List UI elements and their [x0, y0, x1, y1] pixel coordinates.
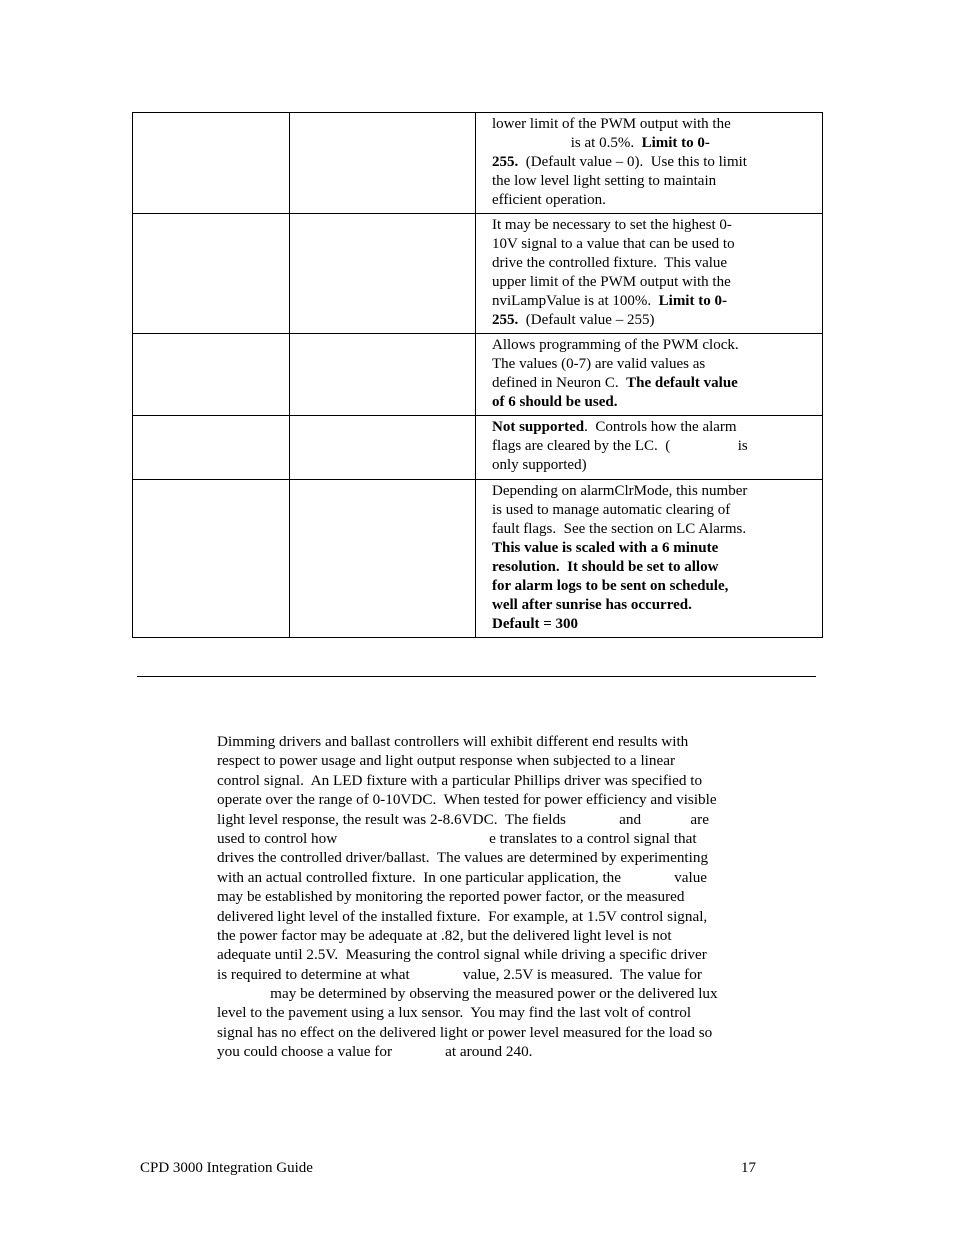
paragraph-line: control signal. An LED fixture with a particular Phillips driver was specified to [217, 771, 703, 789]
bold-text: resolution. It should be set to allow [492, 559, 719, 575]
table-row [133, 113, 823, 214]
paragraph-line: may be established by monitoring the reported power factor, or the measured [217, 888, 685, 906]
description-line [492, 558, 816, 577]
description-line [492, 520, 816, 539]
table-row [133, 334, 823, 416]
footer-title: CPD 3000 Integration Guide [140, 1160, 313, 1176]
paragraph-line: drives the controlled driver/ballast. The values are determined by experimenting [217, 849, 709, 867]
section-divider [137, 676, 816, 677]
description-line [492, 172, 816, 191]
paragraph-line: you could choose a value for at around 240. [217, 1043, 533, 1061]
description-line [492, 596, 816, 615]
paragraph-line: signal has no effect on the delivered light or power level measured for the load so [217, 1023, 713, 1041]
description-line [492, 292, 816, 311]
text-span: It may be necessary to set the highest 0- [492, 217, 732, 233]
table-cell-name [133, 334, 290, 416]
table-cell-type [290, 480, 476, 638]
text-span: (Default value – 0). Use this to limit [518, 154, 747, 170]
paragraph-line: adequate until 2.5V. Measuring the control signal while driving a specific driver [217, 946, 707, 964]
paragraph-line: Dimming drivers and ballast controllers will exhibit different end results with [217, 733, 689, 750]
bold-text: Limit to 0- [658, 293, 727, 309]
description-line [492, 273, 816, 292]
description-line [492, 539, 816, 558]
description-line [492, 355, 816, 374]
description-line [492, 115, 816, 134]
parameter-table [132, 112, 823, 638]
text-span: The values (0-7) are valid values as [492, 356, 706, 372]
bold-text: The default value [626, 375, 738, 391]
body-paragraph [217, 732, 817, 1062]
table-cell-name [133, 214, 290, 334]
table-cell-description [476, 113, 823, 214]
description-line [492, 254, 816, 273]
text-span: is used to manage automatic clearing of [492, 502, 731, 518]
table-row [133, 480, 823, 638]
table-cell-name [133, 416, 290, 480]
table-row [133, 214, 823, 334]
paragraph-line: operate over the range of 0-10VDC. When tested for power efficiency and visible [217, 791, 717, 809]
table-cell-description [476, 334, 823, 416]
description-line [492, 437, 816, 456]
text-span: is at 0.5%. [492, 135, 642, 151]
paragraph-line: light level response, the result was 2-8.6VDC. The fields and are [217, 810, 709, 828]
description-line [492, 577, 816, 596]
description-line [492, 191, 816, 210]
description-line [492, 134, 816, 153]
table-cell-name [133, 480, 290, 638]
table-row [133, 416, 823, 480]
text-span: defined in Neuron C. [492, 375, 627, 391]
text-span: efficient operation. [492, 192, 606, 208]
table-cell-description [476, 416, 823, 480]
table-cell-type [290, 334, 476, 416]
paragraph-line: the power factor may be adequate at .82, but the delivered light level is not [217, 926, 672, 944]
description-line [492, 501, 816, 520]
bold-text: Limit to 0- [641, 135, 710, 151]
text-span: lower limit of the PWM output with the [492, 116, 731, 132]
paragraph-line: is required to determine at what value, 2.5V is measured. The value for [217, 965, 702, 983]
bold-text: of 6 should be used. [492, 394, 618, 410]
description-line [492, 615, 816, 634]
bold-text: for alarm logs to be sent on schedule, [492, 578, 729, 594]
text-span: fault flags. See the section on LC Alarms. [492, 521, 747, 537]
table-cell-type [290, 113, 476, 214]
table-cell-description [476, 480, 823, 638]
text-span: drive the controlled fixture. This value [492, 255, 728, 271]
description-line [492, 336, 816, 355]
paragraph-line: with an actual controlled fixture. In one particular application, the value [217, 868, 708, 886]
paragraph-line: delivered light level of the installed fixture. For example, at 1.5V control signal, [217, 907, 708, 925]
text-span: the low level light setting to maintain [492, 173, 717, 189]
text-span: (Default value – 255) [518, 312, 655, 328]
text-span: Allows programming of the PWM clock. [492, 337, 739, 353]
description-line [492, 374, 816, 393]
bold-text: This value is scaled with a 6 minute [492, 540, 719, 556]
description-line [492, 393, 816, 412]
description-line [492, 216, 816, 235]
description-line [492, 456, 816, 475]
page-number: 17 [741, 1160, 756, 1176]
paragraph-line: used to control how e translates to a control signal that [217, 829, 697, 847]
table-cell-description [476, 214, 823, 334]
table-cell-type [290, 214, 476, 334]
text-span: upper limit of the PWM output with the [492, 274, 731, 290]
paragraph-line: respect to power usage and light output response when subjected to a linear [217, 752, 676, 770]
paragraph-line: may be determined by observing the measured power or the delivered lux [217, 985, 718, 1003]
bold-text: Default = 300 [492, 616, 579, 632]
table-cell-type [290, 416, 476, 480]
description-line [492, 235, 816, 254]
bold-text: well after sunrise has occurred. [492, 597, 692, 613]
text-span: Depending on alarmClrMode, this number [492, 483, 748, 499]
description-line [492, 482, 816, 501]
text-span: only supported) [492, 457, 587, 473]
bold-text: 255. [492, 154, 519, 170]
bold-text: 255. [492, 312, 519, 328]
table-cell-name [133, 113, 290, 214]
description-line [492, 418, 816, 437]
text-span: 10V signal to a value that can be used to [492, 236, 735, 252]
paragraph-line: level to the pavement using a lux sensor. You may find the last volt of control [217, 1004, 692, 1022]
text-span: flags are cleared by the LC. ( is [492, 438, 748, 454]
text-span: nviLampValue is at 100%. [492, 293, 659, 309]
description-line [492, 311, 816, 330]
bold-text: Not supported [492, 419, 585, 435]
text-span: . Controls how the alarm [584, 419, 737, 435]
description-line [492, 153, 816, 172]
